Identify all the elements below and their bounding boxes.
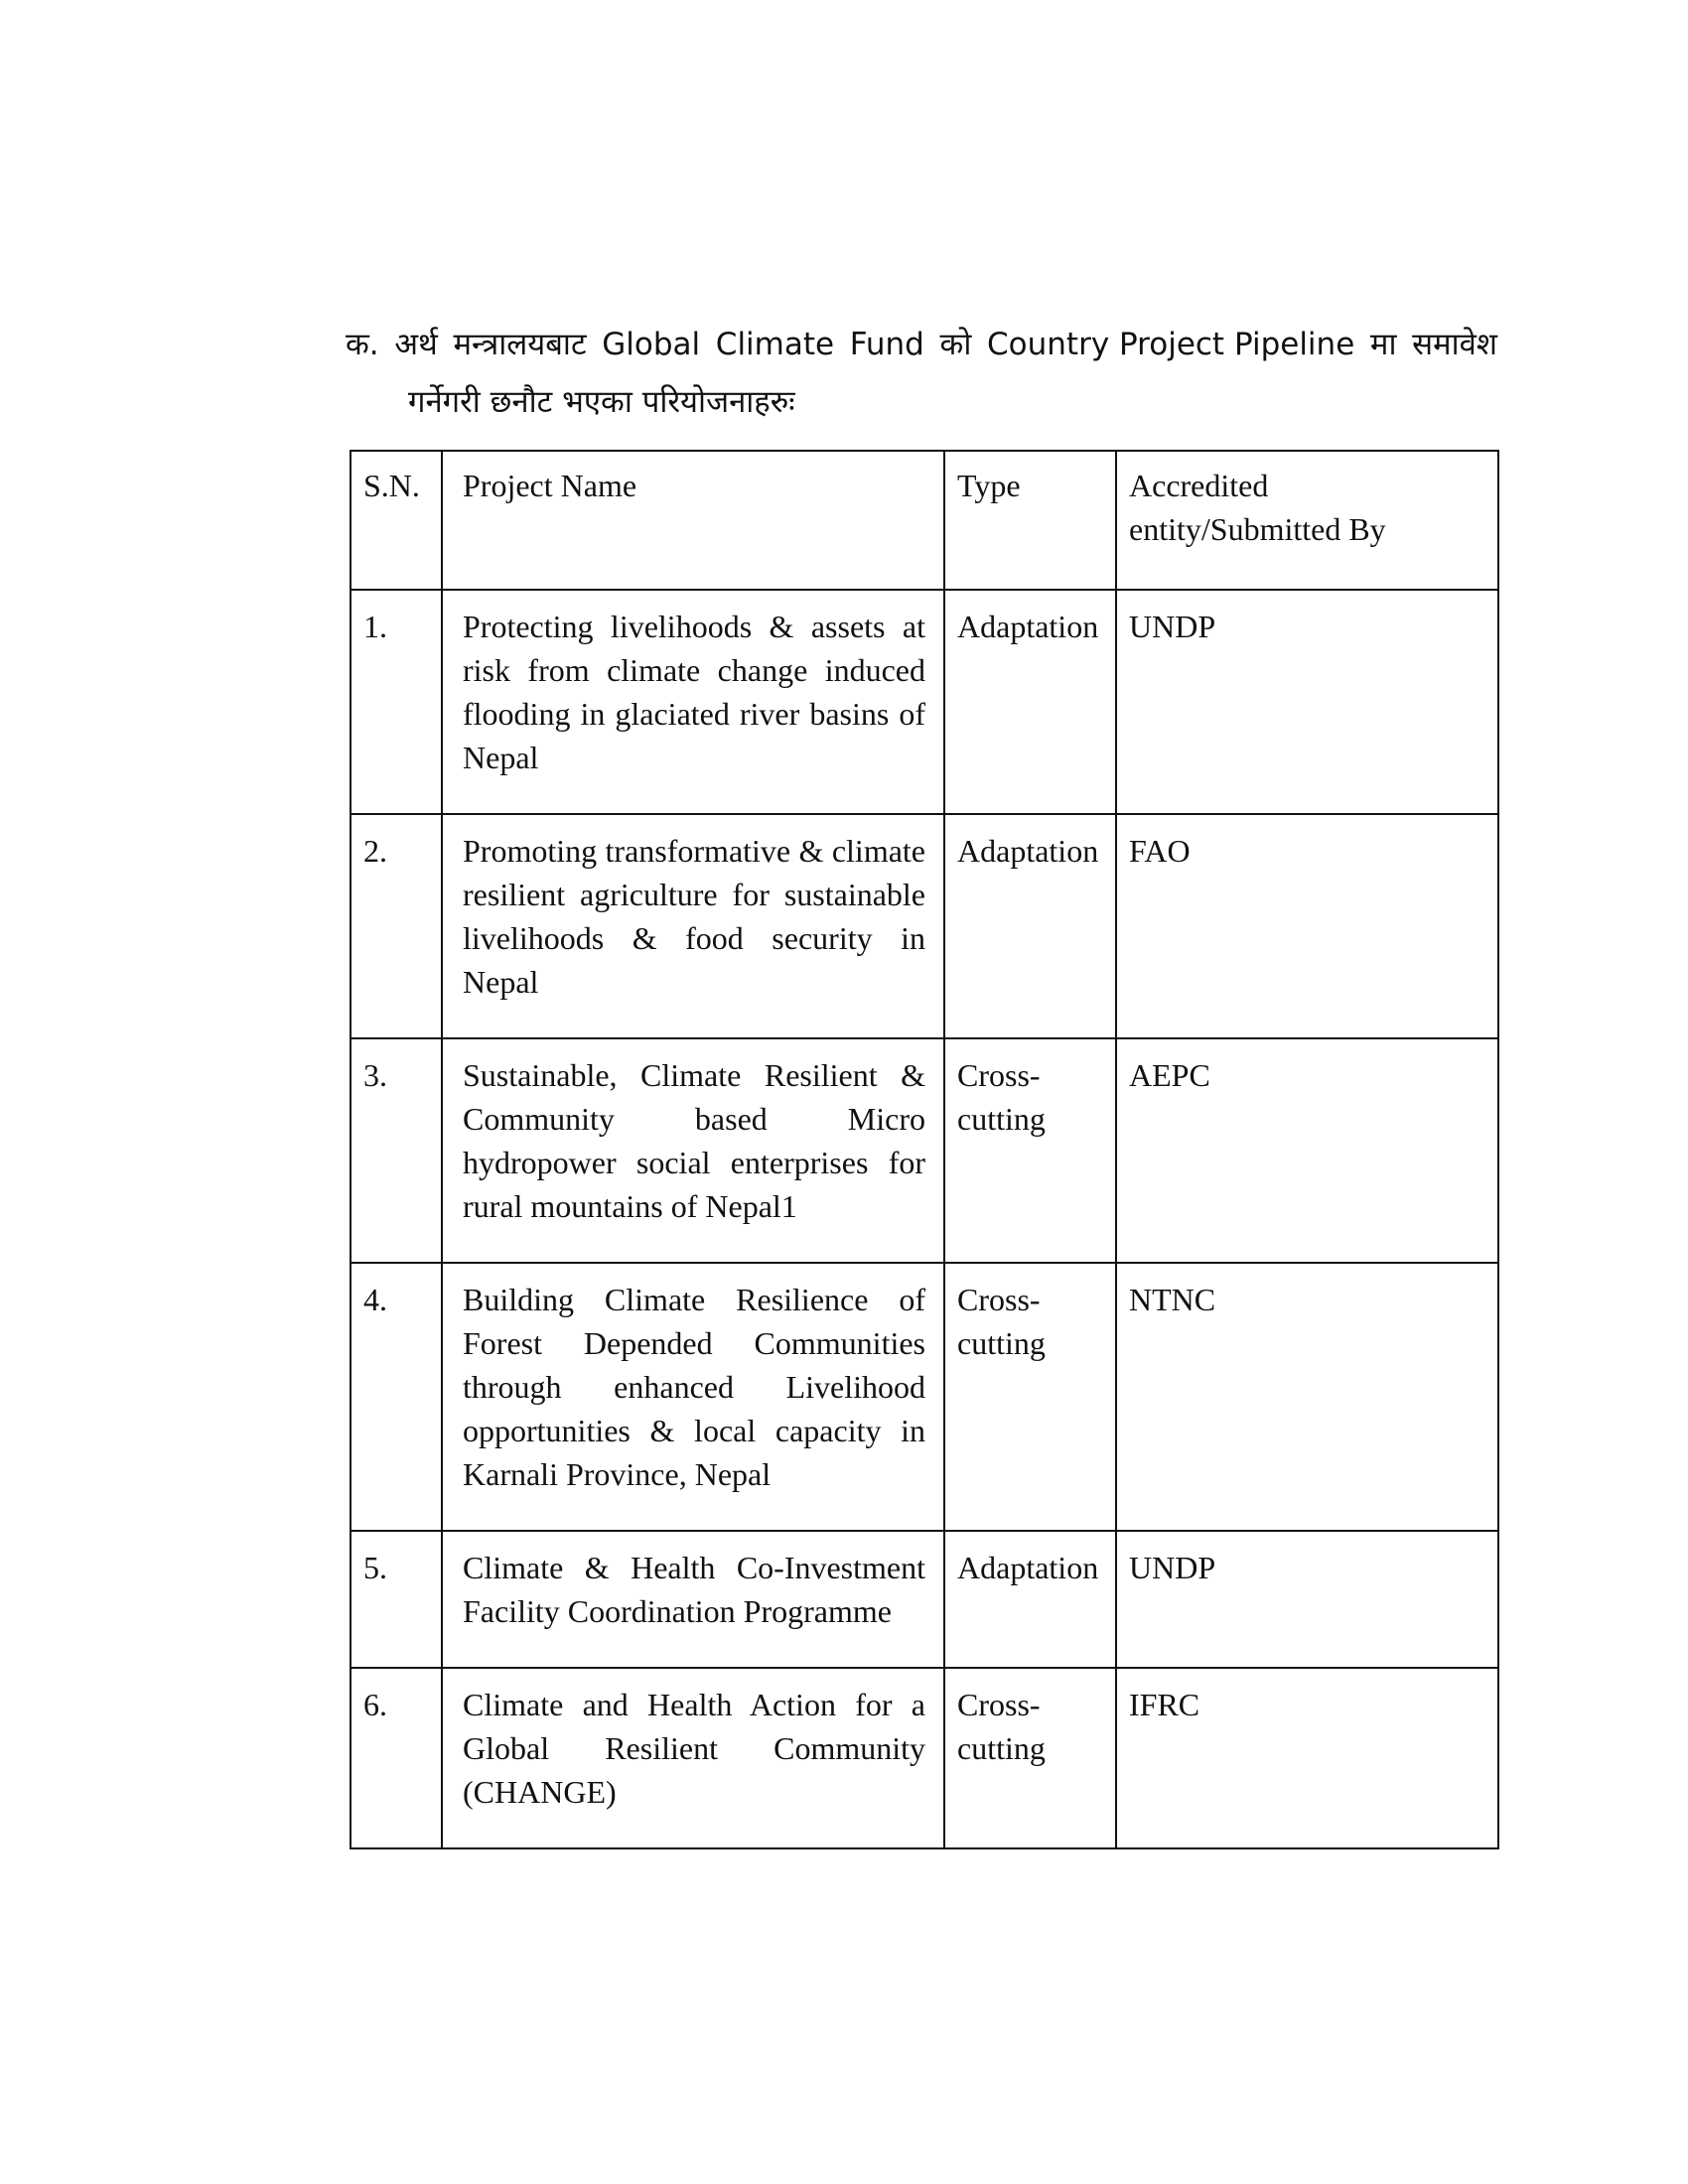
heading-word: Climate (715, 327, 835, 362)
cell-project-name: Climate & Health Co-Investment Facility Coordination Programme (442, 1531, 944, 1668)
cell-project-name: Protecting livelihoods & assets at risk from climate change induced flooding in glaciated river basins of Nepal (442, 590, 944, 814)
heading-word: Country Project Pipeline (987, 327, 1355, 362)
table-row (351, 814, 1498, 1038)
cell-type: Adaptation (944, 814, 1116, 1038)
cell-entity: UNDP (1116, 1531, 1498, 1668)
cell-entity: FAO (1116, 814, 1498, 1038)
table-row (351, 1668, 1498, 1848)
table-row (351, 1038, 1498, 1263)
heading-line-1 (346, 316, 1497, 373)
cell-sn: 4. (351, 1263, 442, 1531)
heading-line-2: गर्नेगरी छनौट भएका परियोजनाहरुः (408, 384, 795, 420)
section-heading (346, 316, 1497, 431)
cell-sn: 6. (351, 1668, 442, 1848)
heading-word: समावेश (1412, 327, 1497, 362)
cell-sn: 2. (351, 814, 442, 1038)
heading-word: अर्थ (394, 327, 438, 362)
header-sn: S.N. (351, 451, 442, 590)
cell-sn: 1. (351, 590, 442, 814)
cell-project-name: Promoting transformative & climate resilient agriculture for sustainable livelihoods & food security in Nepal (442, 814, 944, 1038)
heading-word: Global (602, 327, 701, 362)
cell-entity: AEPC (1116, 1038, 1498, 1263)
cell-type: Cross-cutting (944, 1668, 1116, 1848)
cell-entity: IFRC (1116, 1668, 1498, 1848)
table-header-row (351, 451, 1498, 590)
cell-entity: NTNC (1116, 1263, 1498, 1531)
cell-project-name: Climate and Health Action for a Global Resilient Community (CHANGE) (442, 1668, 944, 1848)
header-type: Type (944, 451, 1116, 590)
table-row (351, 590, 1498, 814)
cell-entity: UNDP (1116, 590, 1498, 814)
heading-word: क. (346, 327, 379, 362)
header-project-name: Project Name (442, 451, 944, 590)
cell-type: Cross-cutting (944, 1263, 1116, 1531)
projects-table (350, 450, 1499, 1849)
cell-sn: 5. (351, 1531, 442, 1668)
heading-word: मन्त्रालयबाट (453, 327, 587, 362)
table-row (351, 1263, 1498, 1531)
cell-project-name: Building Climate Resilience of Forest Depended Communities through enhanced Livelihood opportunities & local capacity in Karnali Province, Nepal (442, 1263, 944, 1531)
cell-project-name: Sustainable, Climate Resilient & Community based Micro hydropower social enterprises for rural mountains of Nepal1 (442, 1038, 944, 1263)
cell-type: Adaptation (944, 590, 1116, 814)
heading-word: Fund (849, 327, 924, 362)
cell-type: Adaptation (944, 1531, 1116, 1668)
heading-word: को (939, 327, 972, 362)
header-entity: Accredited entity/Submitted By (1116, 451, 1498, 590)
cell-sn: 3. (351, 1038, 442, 1263)
cell-type: Cross-cutting (944, 1038, 1116, 1263)
table-row (351, 1531, 1498, 1668)
heading-word: मा (1369, 327, 1397, 362)
